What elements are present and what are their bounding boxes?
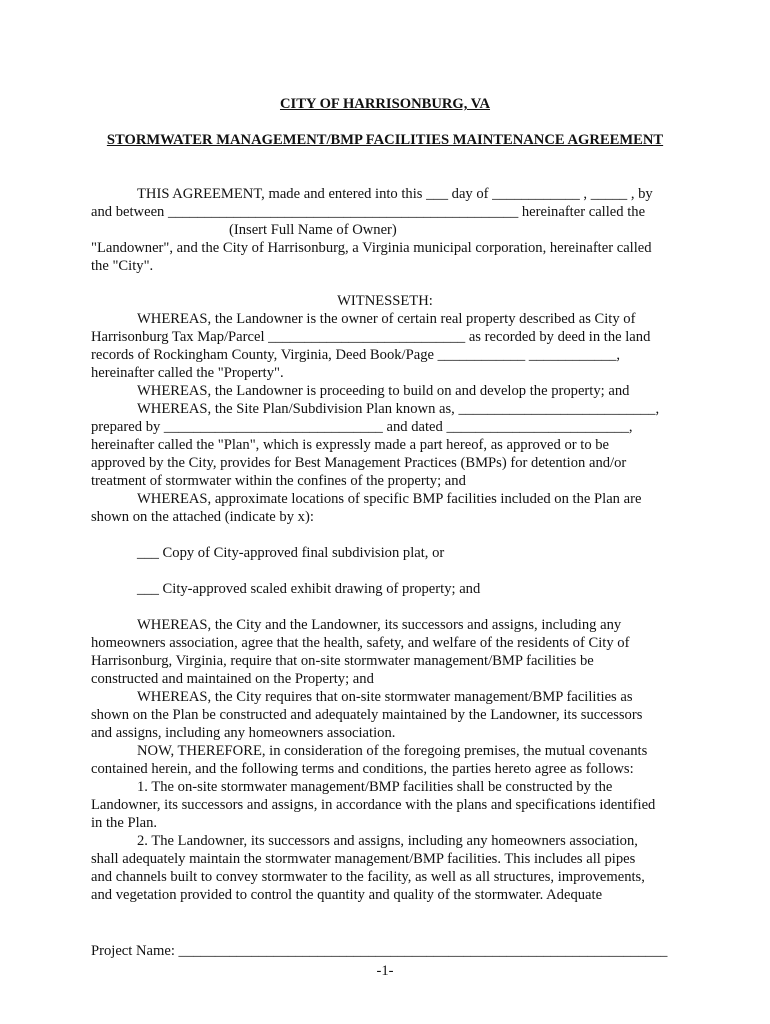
witness-line: records of Rockingham County, Virginia, Deed Book/Page ____________ ____________,	[91, 347, 621, 363]
witness-line: WHEREAS, the Site Plan/Subdivision Plan known as, ___________________________,	[137, 401, 660, 417]
body-line: and channels built to convey stormwater to the facility, as well as all structures, improvements,	[91, 869, 645, 885]
intro-line-3: (Insert Full Name of Owner)	[229, 222, 397, 238]
body-line: shown on the Plan be constructed and adequately maintained by the Landowner, its successors	[91, 707, 643, 723]
witness-line: WHEREAS, the Landowner is proceeding to build on and develop the property; and	[137, 383, 630, 399]
witness-line: Harrisonburg Tax Map/Parcel ___________________________ as recorded by deed in the land	[91, 329, 651, 345]
page-number: -1-	[376, 963, 394, 979]
body-line: in the Plan.	[91, 815, 158, 831]
body-line: contained herein, and the following terms and conditions, the parties hereto agree as follows:	[91, 761, 634, 777]
intro-line-2: and between ________________________________________________ hereinafter called the	[91, 204, 646, 220]
witness-line: treatment of stormwater within the confines of the property; and	[91, 473, 466, 489]
body-line: Landowner, its successors and assigns, in accordance with the plans and specifications identified	[91, 797, 656, 813]
witness-line: approved by the City, provides for Best Management Practices (BMPs) for detention and/or	[91, 455, 627, 471]
body-line: NOW, THEREFORE, in consideration of the foregoing premises, the mutual covenants	[137, 743, 648, 759]
city-title: CITY OF HARRISONBURG, VA	[279, 96, 491, 112]
witness-line: shown on the attached (indicate by x):	[91, 509, 314, 525]
intro-line-5: the "City".	[91, 258, 154, 274]
witness-line: WHEREAS, approximate locations of specific BMP facilities included on the Plan are	[137, 491, 642, 507]
witness-line: prepared by ______________________________ and dated _________________________,	[91, 419, 633, 435]
body-line: WHEREAS, the City requires that on-site stormwater management/BMP facilities as	[137, 689, 633, 705]
body-line: and vegetation provided to control the quantity and quality of the stormwater. Adequate	[91, 887, 603, 903]
witness-line: hereinafter called the "Property".	[91, 365, 284, 381]
body-line: 1. The on-site stormwater management/BMP facilities shall be constructed by the	[137, 779, 613, 795]
body-line: shall adequately maintain the stormwater management/BMP facilities. This includes all pipes	[91, 851, 636, 867]
body-line: and assigns, including any homeowners association.	[91, 725, 396, 741]
document-title: STORMWATER MANAGEMENT/BMP FACILITIES MAINTENANCE AGREEMENT	[106, 132, 664, 148]
option-subdivision-plat: ___ Copy of City-approved final subdivision plat, or	[137, 545, 445, 561]
intro-line-1: THIS AGREEMENT, made and entered into this ___ day of ____________ , _____ , by	[137, 186, 653, 202]
body-line: constructed and maintained on the Property; and	[91, 671, 374, 687]
body-line: homeowners association, agree that the health, safety, and welfare of the residents of City of	[91, 635, 630, 651]
witnesseth-heading: WITNESSETH:	[337, 293, 433, 309]
witness-line: hereinafter called the "Plan", which is expressly made a part hereof, as approved or to be	[91, 437, 610, 453]
witness-line: WHEREAS, the Landowner is the owner of certain real property described as City of	[137, 311, 636, 327]
option-exhibit-drawing: ___ City-approved scaled exhibit drawing of property; and	[137, 581, 481, 597]
body-line: 2. The Landowner, its successors and assigns, including any homeowners association,	[137, 833, 638, 849]
intro-line-4: "Landowner", and the City of Harrisonburg, a Virginia municipal corporation, hereinafter called	[91, 240, 652, 256]
project-name-line: Project Name: ___________________________________________________________________	[91, 943, 668, 959]
body-line: WHEREAS, the City and the Landowner, its successors and assigns, including any	[137, 617, 622, 633]
body-line: Harrisonburg, Virginia, require that on-site stormwater management/BMP facilities be	[91, 653, 594, 669]
